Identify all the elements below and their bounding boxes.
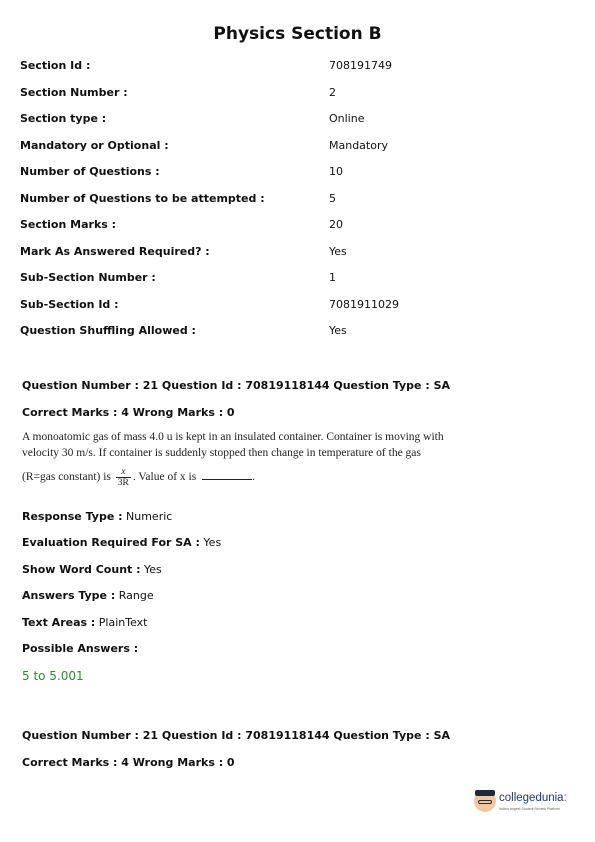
answers-type-row (22, 589, 154, 602)
detail-label: Text Areas : (22, 616, 96, 629)
detail-value: Range (115, 589, 154, 602)
detail-value: Numeric (122, 510, 173, 523)
detail-value: Yes (140, 563, 162, 576)
info-label: Number of Questions to be attempted : (20, 192, 265, 205)
info-value: 1 (329, 271, 336, 284)
question-marks: Correct Marks : 4 Wrong Marks : 0 (22, 756, 235, 769)
info-value: 2 (329, 86, 336, 99)
question-text-line: velocity 30 m/s. If container is suddenly stopped then change in temperature of the gas (22, 447, 421, 459)
info-value: 708191749 (329, 59, 392, 72)
info-label: Number of Questions : (20, 165, 160, 178)
text-areas-row (22, 616, 148, 629)
info-value: 10 (329, 165, 343, 178)
detail-label: Show Word Count : (22, 563, 141, 576)
possible-answers-row (22, 642, 138, 655)
info-value: Yes (329, 324, 347, 337)
question-text-fragment: . (252, 471, 255, 484)
logo-name: collegedunia (499, 792, 564, 804)
page-title: Physics Section B (213, 24, 382, 44)
show-word-count-row (22, 563, 162, 576)
question-text-line: A monoatomic gas of mass 4.0 u is kept in an insulated container. Container is moving with (22, 431, 444, 443)
logo-dot: : (563, 792, 567, 804)
section-number-row (20, 86, 580, 104)
info-label: Section Id : (20, 59, 91, 72)
sub-section-id-row (20, 298, 580, 316)
possible-answer-value: 5 to 5.001 (22, 669, 84, 683)
detail-label: Answers Type : (22, 589, 116, 602)
info-label: Sub-Section Number : (20, 271, 156, 284)
info-label: Section Marks : (20, 218, 117, 231)
info-label: Section Number : (20, 86, 128, 99)
info-value: 7081911029 (329, 298, 399, 311)
question-header: Question Number : 21 Question Id : 70819118144 Question Type : SA (22, 379, 451, 392)
collegedunia-logo (474, 788, 574, 818)
info-value: 5 (329, 192, 336, 205)
question-text-fragment: (R=gas constant) is (22, 471, 111, 484)
info-value: Online (329, 112, 365, 125)
info-label: Sub-Section Id : (20, 298, 119, 311)
logo-tagline: India's largest Student Review Platform (499, 807, 560, 811)
detail-label: Evaluation Required For SA : (22, 536, 200, 549)
detail-value: Yes (199, 536, 222, 549)
detail-value: PlainText (95, 616, 148, 629)
mandatory-row (20, 139, 580, 157)
question-marks: Correct Marks : 4 Wrong Marks : 0 (22, 406, 235, 419)
info-label: Question Shuffling Allowed : (20, 324, 196, 337)
question-text (22, 429, 462, 488)
info-label: Mark As Answered Required? : (20, 245, 210, 258)
mascot-icon (474, 790, 496, 812)
sub-section-number-row (20, 271, 580, 289)
info-value: Yes (329, 245, 347, 258)
answer-blank (202, 479, 252, 480)
info-value: 20 (329, 218, 343, 231)
info-label: Section type : (20, 112, 107, 125)
response-type-row (22, 510, 172, 523)
graduation-cap-icon (475, 790, 495, 796)
info-label: Mandatory or Optional : (20, 139, 169, 152)
question-header: Question Number : 21 Question Id : 70819118144 Question Type : SA (22, 729, 451, 742)
question-text-line (22, 467, 462, 488)
evaluation-required-row (22, 536, 221, 549)
fraction (116, 467, 131, 488)
info-value: Mandatory (329, 139, 389, 152)
section-type-row (20, 112, 580, 130)
detail-label: Possible Answers : (22, 642, 139, 655)
section-id-row (20, 59, 580, 77)
section-marks-row (20, 218, 580, 236)
logo-wordmark (499, 792, 567, 804)
mark-as-answered-row (20, 245, 580, 263)
detail-label: Response Type : (22, 510, 123, 523)
number-of-questions-row (20, 165, 580, 183)
fraction-numerator: x (116, 467, 131, 478)
glasses-icon (478, 800, 492, 804)
question-text-fragment: . Value of x is (132, 471, 197, 484)
questions-to-attempt-row (20, 192, 580, 210)
question-shuffling-row (20, 324, 580, 342)
fraction-denominator: 3R (117, 478, 129, 488)
